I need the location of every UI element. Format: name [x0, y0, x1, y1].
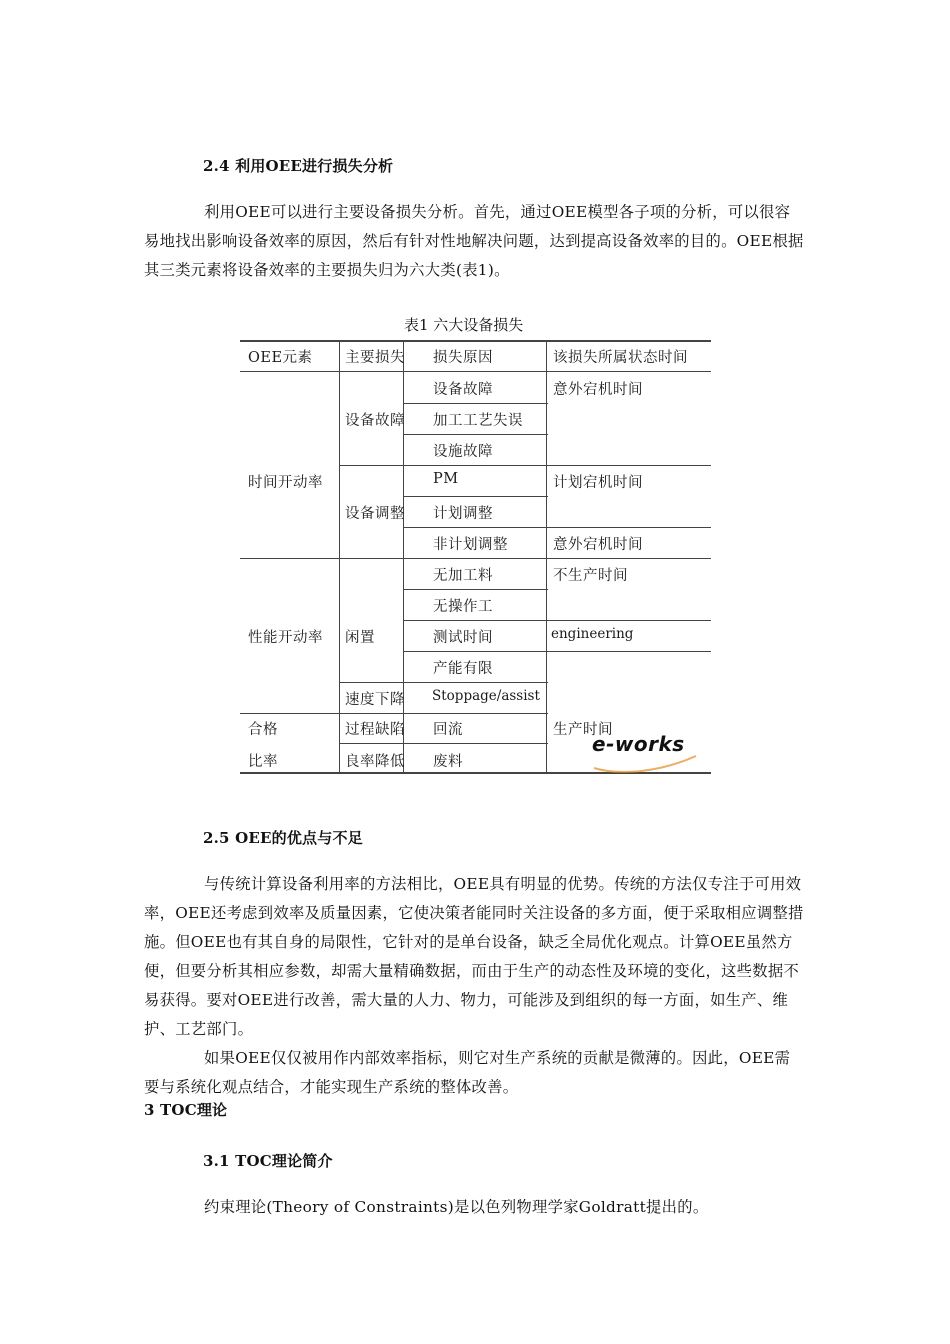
- section-2-5-heading: 2.5 OEE的优点与不足: [203, 829, 363, 847]
- section-3-1-heading: 3.1 TOC理论简介: [203, 1152, 333, 1170]
- state-time-cell: 计划宕机时间: [553, 475, 643, 491]
- cause-row: Stoppage/assist: [432, 688, 540, 704]
- header-main-loss: 主要损失: [345, 350, 405, 366]
- section-2-5-paragraph-2: 如果OEE仅仅被用作内部效率指标，则它对生产系统的贡献是微薄的。因此，OEE需要与系统化观点结合，才能实现生产系统的整体改善。: [144, 1049, 791, 1096]
- cause-row: 加工工艺失误: [433, 413, 523, 429]
- header-state-time: 该损失所属状态时间: [553, 350, 688, 366]
- loss-idle: 闲置: [345, 630, 375, 646]
- cause-row: 产能有限: [433, 661, 493, 677]
- loss-equipment-adjustment: 设备调整: [345, 506, 405, 522]
- element-quality-2: 比率: [248, 754, 278, 770]
- section-2-4-paragraph: 利用OEE可以进行主要设备损失分析。首先，通过OEE模型各子项的分析，可以很容易地找出影响设备效率的原因，然后有针对性地解决问题，达到提高设备效率的目的。OEE根据其三类元素将设备效率的主要损失归为六大类(表1)。: [144, 203, 804, 279]
- cause-row: 废料: [433, 754, 463, 770]
- cause-row: 设备故障: [433, 382, 493, 398]
- cause-row: 计划调整: [433, 506, 493, 522]
- cause-row: 无加工料: [433, 568, 493, 584]
- loss-table: [240, 340, 711, 774]
- section-2-5-paragraph-1: 与传统计算设备利用率的方法相比，OEE具有明显的优势。传统的方法仅专注于可用效率，OEE还考虑到效率及质量因素，它使决策者能同时关注设备的多方面，便于采取相应调整措施。但OEE也有其自身的局限性，它针对的是单台设备，缺乏全局优化观点。计算OEE虽然方便，但要分析其相应参数，却需大量精确数据，而由于生产的动态性及环境的变化，这些数据不易获得。要对OEE进行改善，需大量的人力、物力，可能涉及到组织的每一方面，如生产、维护、工艺部门。: [144, 875, 804, 1038]
- section-3-1-paragraph: 约束理论(Theory of Constraints)是以色列物理学家Goldratt提出的。: [204, 1198, 709, 1216]
- cause-row: 测试时间: [433, 630, 493, 646]
- state-time-cell: 意外宕机时间: [553, 537, 643, 553]
- state-time-cell: engineering: [551, 626, 634, 642]
- cause-row: 无操作工: [433, 599, 493, 615]
- loss-speed-drop: 速度下降: [345, 692, 405, 708]
- cause-row: 回流: [433, 722, 463, 738]
- element-performance-rate: 性能开动率: [248, 630, 323, 646]
- section-2-4-heading: 2.4 利用OEE进行损失分析: [203, 157, 394, 175]
- cause-row: PM: [433, 471, 459, 487]
- header-oee-element: OEE元素: [248, 350, 313, 366]
- table-caption: 表1 六大设备损失: [404, 316, 524, 334]
- header-loss-cause: 损失原因: [433, 350, 493, 366]
- state-time-cell: 不生产时间: [553, 568, 628, 584]
- loss-equipment-failure: 设备故障: [345, 413, 405, 429]
- element-quality-1: 合格: [248, 722, 278, 738]
- watermark-logo: e-works: [592, 732, 685, 756]
- loss-process-defect: 过程缺陷: [345, 722, 405, 738]
- state-time-cell: 意外宕机时间: [553, 382, 643, 398]
- cause-row: 设施故障: [433, 444, 493, 460]
- cause-row: 非计划调整: [433, 537, 508, 553]
- section-3-heading: 3 TOC理论: [144, 1101, 228, 1119]
- element-time-availability: 时间开动率: [248, 475, 323, 491]
- state-time-cell: 生产时间: [553, 722, 613, 738]
- loss-yield-drop: 良率降低: [345, 754, 405, 770]
